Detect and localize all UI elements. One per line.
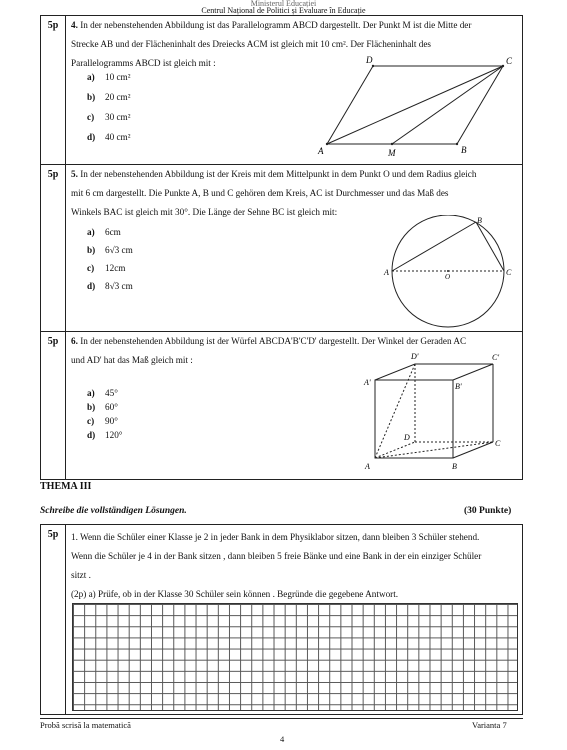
section-title: THEMA III: [40, 481, 92, 492]
question-line: Parallelogramms ABCD ist gleich mit :: [71, 58, 216, 68]
label-a: A: [365, 462, 370, 471]
label-c-prime: C': [492, 353, 500, 362]
points-cell: 5p: [41, 165, 66, 331]
header-ministry: Ministerul Educației: [250, 0, 317, 8]
question-5-text: [71, 165, 518, 222]
question-line: In der nebenstehenden Abbildung ist der Würfel ABCDA'B'C'D' dargestellt. Der Winkel der Geraden AC: [80, 336, 467, 346]
label-d: D: [404, 433, 410, 442]
parallelogram-figure: [311, 52, 521, 162]
question-4-box: [40, 15, 523, 165]
question-line: In der nebenstehenden Abbildung ist das Parallelogramm ABCD dargestellt. Der Punkt M ist die Mitte der: [80, 20, 472, 30]
question-6-box: [40, 331, 523, 480]
points-cell: 5p: [41, 332, 66, 479]
label-b: B: [461, 145, 467, 155]
option-b[interactable]: b) 60°: [87, 402, 118, 412]
task-1-text: [71, 528, 518, 604]
header-center: Centrul Național de Politici și Evaluare în Educație: [201, 6, 366, 15]
option-d[interactable]: d) 8√3 cm: [87, 281, 133, 291]
question-line: und AD' hat das Maß gleich mit :: [71, 355, 193, 365]
option-b[interactable]: b) 20 cm²: [87, 92, 131, 102]
label-b-prime: B': [455, 382, 462, 391]
label-c: C: [495, 439, 501, 448]
option-a[interactable]: a) 45°: [87, 388, 118, 398]
label-a: A: [318, 146, 324, 156]
footer-rule: [40, 718, 523, 719]
task-line: Wenn die Schüler je 4 in der Bank sitzen , dann bleiben 5 freie Bänke und eine Bank in der ein einziger Schüler: [71, 551, 482, 561]
label-d-prime: D': [411, 352, 419, 361]
answer-grid[interactable]: [72, 603, 518, 711]
label-d: D: [366, 55, 373, 65]
option-d[interactable]: d) 120°: [87, 430, 123, 440]
option-c[interactable]: c) 30 cm²: [87, 112, 131, 122]
footer-right: Varianta 7: [472, 720, 507, 730]
label-o: O: [445, 273, 451, 281]
question-line: mit 6 cm dargestellt. Die Punkte A, B und C gehören dem Kreis, AC ist Durchmesser und das Maß des: [71, 188, 449, 198]
option-d[interactable]: d) 40 cm²: [87, 132, 131, 142]
label-m: M: [388, 148, 396, 158]
question-number: 6.: [71, 336, 78, 346]
points-cell: 5p: [41, 16, 66, 164]
option-c[interactable]: c) 12cm: [87, 263, 126, 273]
circle-figure: [381, 215, 521, 330]
label-b: B: [477, 216, 482, 225]
page-number: 4: [280, 734, 285, 744]
task-line: 1. Wenn die Schüler einer Klasse je 2 in jeder Bank in dem Physiklabor sitzen, dann bleiben 3 Schüler stehend.: [71, 532, 480, 542]
label-a: A: [384, 268, 389, 277]
section-instruction: Schreibe die vollständigen Lösungen.: [40, 506, 187, 516]
label-a-prime: A': [364, 378, 371, 387]
cube-figure: [361, 348, 531, 478]
points-cell: 5p: [41, 525, 66, 714]
question-line: Winkels BAC ist gleich mit 30°. Die Länge der Sehne BC ist gleich mit:: [71, 207, 338, 217]
option-b[interactable]: b) 6√3 cm: [87, 245, 133, 255]
label-c: C: [506, 268, 512, 277]
task-line: sitzt .: [71, 570, 91, 580]
footer-left: Probă scrisă la matematică: [40, 720, 131, 730]
question-number: 4.: [71, 20, 78, 30]
task-subquestion: (2p) a) Prüfe, ob in der Klasse 30 Schüler sein können . Begründe die gegebene Antwort.: [71, 589, 399, 599]
question-5-box: [40, 164, 523, 332]
question-line: Strecke AB und der Flächeninhalt des Dreiecks ACM ist gleich mit 10 cm². Der Flächeninhalt des: [71, 39, 431, 49]
label-c: C: [506, 56, 513, 66]
question-number: 5.: [71, 169, 78, 179]
section-points: (30 Punkte): [464, 506, 512, 516]
option-a[interactable]: a) 6cm: [87, 227, 121, 237]
label-b: B: [452, 462, 457, 471]
option-c[interactable]: c) 90°: [87, 416, 118, 426]
question-line: In der nebenstehenden Abbildung ist der Kreis mit dem Mittelpunkt in dem Punkt O und dem Radius gleich: [80, 169, 477, 179]
option-a[interactable]: a) 10 cm²: [87, 72, 131, 82]
